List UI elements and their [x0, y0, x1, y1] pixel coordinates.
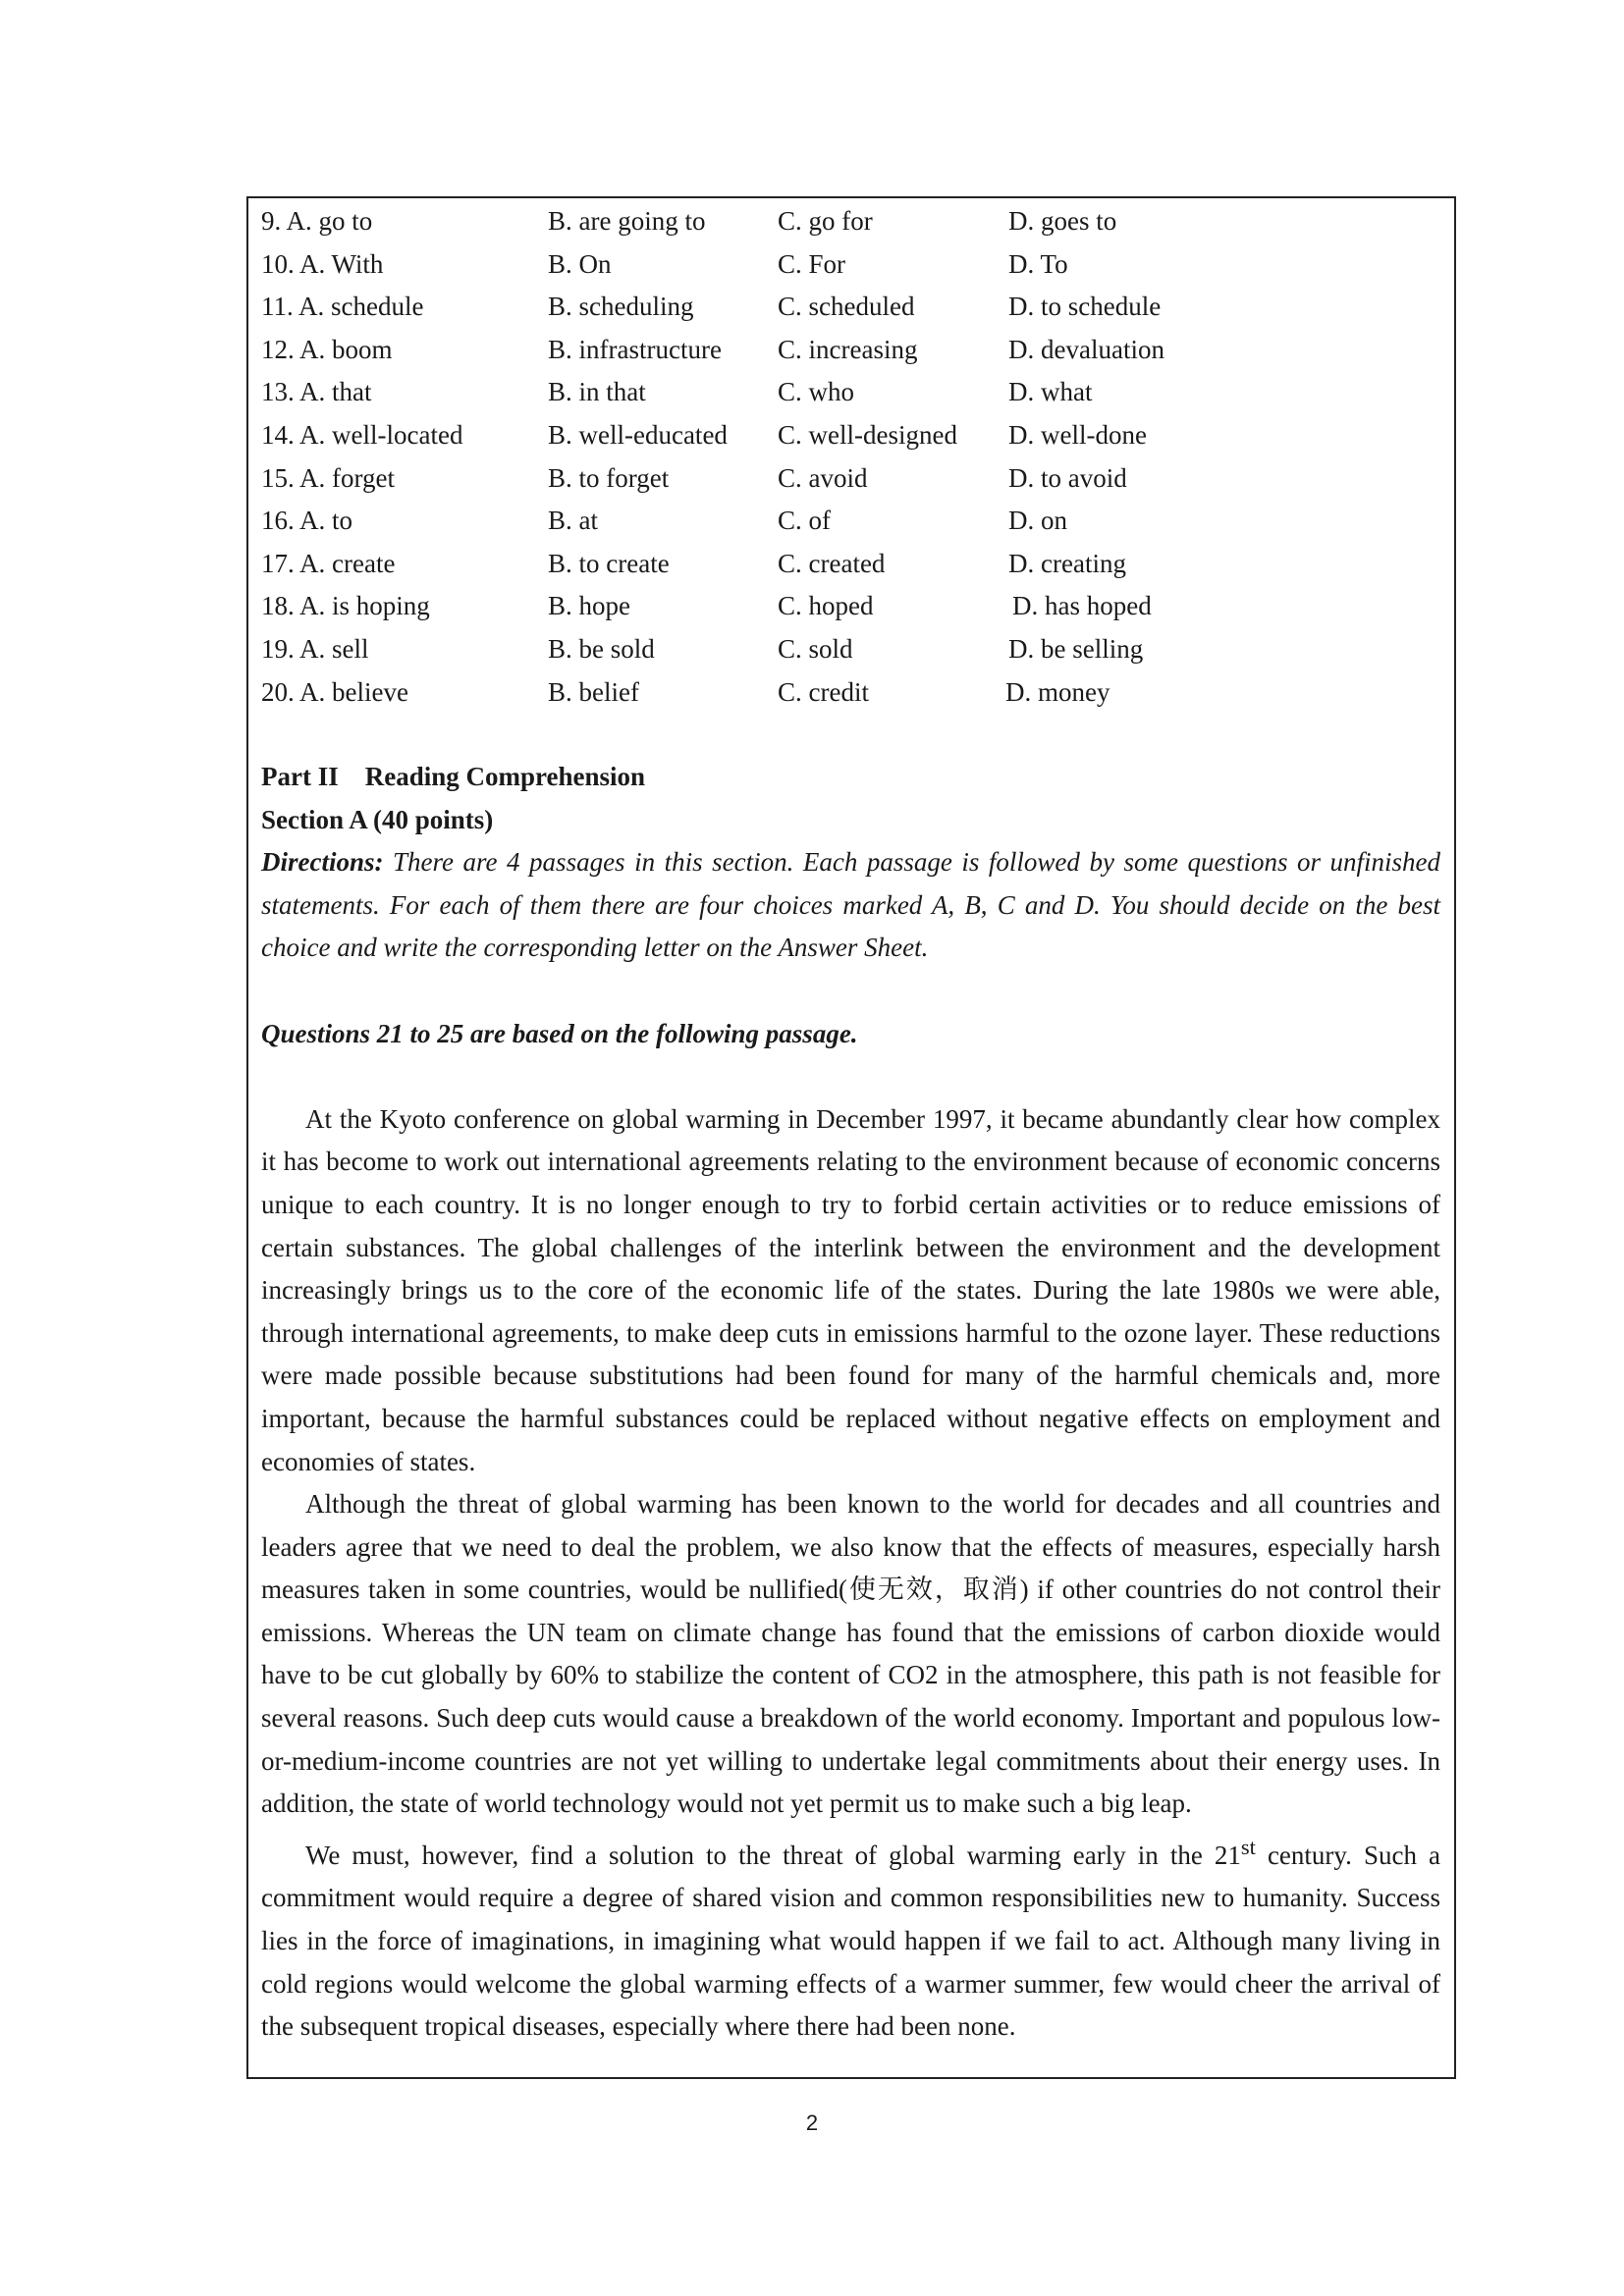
option-a: 11. A. schedule: [261, 292, 424, 322]
option-a: 18. A. is hoping: [261, 591, 430, 621]
option-row: [261, 243, 1439, 287]
option-d: D. be selling: [1008, 633, 1144, 664]
option-d: D. to schedule: [1008, 292, 1162, 322]
option-row: [261, 628, 1439, 671]
option-a: 10. A. With: [261, 248, 384, 279]
option-c: C. well-designed: [778, 419, 957, 450]
option-c: C. hoped: [778, 591, 874, 621]
option-row: [261, 286, 1439, 329]
directions-label: Directions:: [261, 847, 384, 878]
reading-section: [261, 756, 1440, 2049]
option-a: 13. A. that: [261, 377, 372, 407]
option-c: C. scheduled: [778, 292, 915, 322]
option-a: 17. A. create: [261, 548, 396, 578]
passage-paragraph: Although the threat of global warming has been known to the world for decades and all countries and leaders agree that we need to deal the problem, we also know that the effects of measures, especially harsh measures taken in some countries, would be nullified(使无效，取消) if other countries do not control their emissions. Whereas the UN team on climate change has found that the emissions of carbon dioxide would have to be cut globally by 60% to stabilize the content of CO2 in the atmosphere, this path is not feasible for several reasons. Such deep cuts would cause a breakdown of the world economy. Important and populous low-or-medium-income countries are not yet willing to undertake legal commitments about their energy uses. In addition, the state of world technology would not yet permit us to make such a big leap.: [261, 1489, 1440, 1819]
paragraph-text-start: We must, however, find a solution to the threat of global warming early in the 21: [305, 1840, 1241, 1870]
passage-paragraph: At the Kyoto conference on global warming in December 1997, it became abundantly clear how complex it has become to work out international agreements relating to the environment because of economic concerns unique to each country. It is no longer enough to try to forbid certain activities or to reduce emissions of certain substances. The global challenges of the interlink between the environment and the development increasingly brings us to the core of the economic life of the states. During the late 1980s we were able, through international agreements, to make deep cuts in emissions harmful to the ozone layer. These reductions were made possible because substitutions had been found for many of the harmful chemicals and, more important, because the harmful substances could be replaced without negative effects on employment and economies of states.: [261, 1103, 1440, 1476]
page-number: 2: [805, 2110, 819, 2135]
option-a: 14. A. well-located: [261, 419, 463, 450]
option-c: C. For: [778, 248, 846, 279]
option-b: B. infrastructure: [548, 334, 722, 364]
option-a: 9. A. go to: [261, 206, 373, 236]
option-a: 16. A. to: [261, 506, 353, 536]
option-b: B. be sold: [548, 633, 655, 664]
option-c: C. created: [778, 548, 886, 578]
option-row: [261, 200, 1439, 243]
option-d: D. creating: [1008, 548, 1126, 578]
option-b: B. at: [548, 506, 598, 536]
option-b: B. On: [548, 248, 612, 279]
option-a: 19. A. sell: [261, 633, 369, 664]
answer-options-list: [261, 200, 1439, 714]
option-b: B. to create: [548, 548, 670, 578]
option-row: [261, 457, 1439, 501]
option-b: B. in that: [548, 377, 646, 407]
option-d: D. to avoid: [1008, 462, 1127, 493]
option-a: 12. A. boom: [261, 334, 393, 364]
option-row: [261, 585, 1439, 628]
option-b: B. are going to: [548, 206, 706, 236]
option-b: B. hope: [548, 591, 630, 621]
questions-header: Questions 21 to 25 are based on the following passage.: [261, 1018, 858, 1048]
ordinal-suffix: st: [1240, 1834, 1256, 1859]
option-c: C. sold: [778, 633, 853, 664]
option-c: C. credit: [778, 676, 869, 707]
option-d: D. has hoped: [1012, 591, 1152, 621]
option-d: D. goes to: [1008, 206, 1117, 236]
directions: [261, 841, 1440, 970]
option-d: D. what: [1008, 377, 1093, 407]
passage: [261, 1098, 1440, 2049]
option-c: C. avoid: [778, 462, 868, 493]
passage-paragraph: [261, 1826, 1440, 2049]
option-d: D. well-done: [1008, 419, 1147, 450]
option-b: B. to forget: [548, 462, 670, 493]
option-row: [261, 500, 1439, 543]
option-row: [261, 329, 1439, 372]
option-c: C. who: [778, 377, 855, 407]
option-d: D. money: [1005, 676, 1110, 707]
paragraph-text-end: century. Such a commitment would require a degree of shared vision and common responsibilities new to humanity. Success lies in the force of imaginations, in imagining what would happen if we fail to act. Although many living in cold regions would welcome the global warming effects of a warmer summer, few would cheer the arrival of the subsequent tropical diseases, especially where there had been none.: [261, 1840, 1440, 2042]
section-title: Section A (40 points): [261, 804, 494, 834]
option-row: [261, 671, 1439, 715]
option-d: D. devaluation: [1008, 334, 1164, 364]
part-title: Part II Reading Comprehension: [261, 762, 646, 791]
option-b: B. belief: [548, 676, 639, 707]
option-c: C. of: [778, 506, 831, 536]
option-c: C. go for: [778, 206, 873, 236]
option-row: [261, 371, 1439, 414]
option-d: D. To: [1008, 248, 1068, 279]
option-d: D. on: [1008, 506, 1067, 536]
option-b: B. well-educated: [548, 419, 728, 450]
option-a: 20. A. believe: [261, 676, 408, 707]
option-row: [261, 543, 1439, 586]
directions-text: There are 4 passages in this section. Each passage is followed by some questions or unfinished statements. For each of them there are four choices marked A, B, C and D. You should decide on the best choice and write the corresponding letter on the Answer Sheet.: [261, 847, 1440, 963]
option-a: 15. A. forget: [261, 462, 395, 493]
option-row: [261, 414, 1439, 457]
option-b: B. scheduling: [548, 292, 694, 322]
option-c: C. increasing: [778, 334, 918, 364]
